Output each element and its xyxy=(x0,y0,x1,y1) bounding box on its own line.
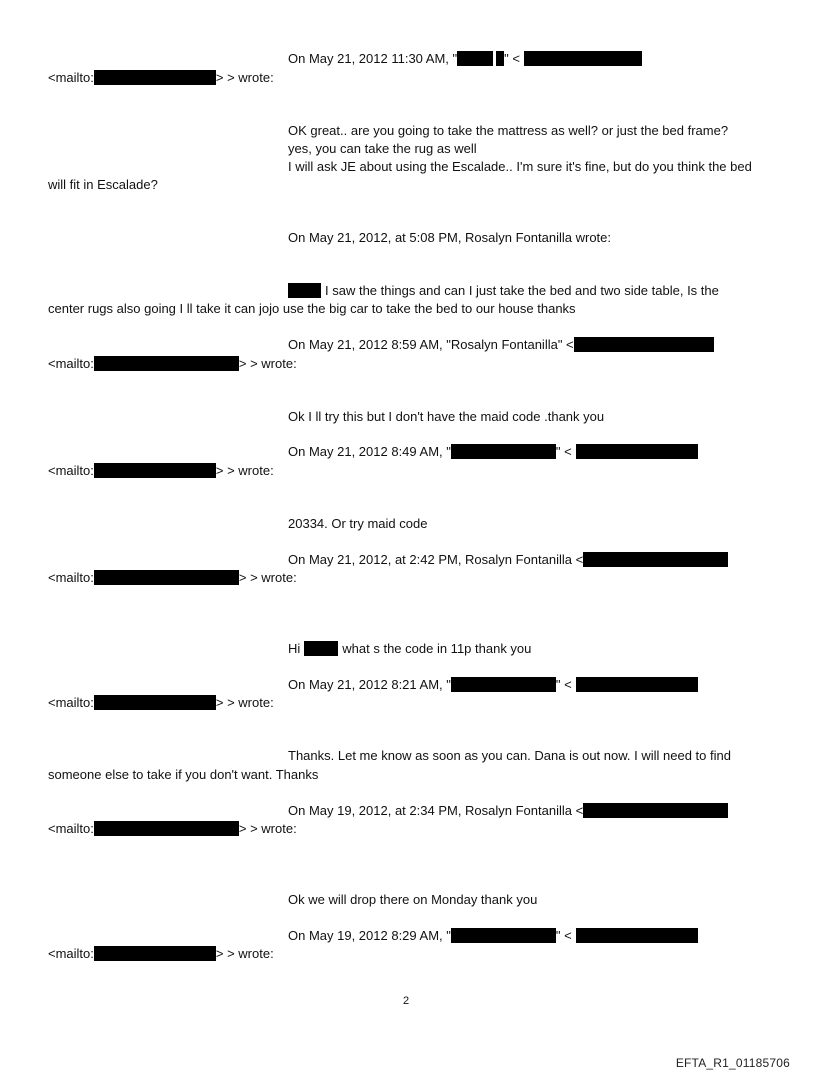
wrote-text: > > wrote: xyxy=(215,946,274,961)
message-body-line: OK great.. are you going to take the mattress as well? or just the bed frame? xyxy=(288,123,729,138)
header-text: On May 21, 2012, at 2:42 PM, Rosalyn Fontanilla < xyxy=(288,552,584,567)
message-body-line xyxy=(288,282,719,299)
redaction-bar xyxy=(576,677,698,692)
mailto-label: <mailto: xyxy=(48,946,94,961)
redaction-bar xyxy=(451,928,556,943)
redaction-bar xyxy=(94,356,239,371)
header-text: " < xyxy=(504,51,520,66)
email-header-line: On May 21, 2012, at 5:08 PM, Rosalyn Fontanilla wrote: xyxy=(288,230,612,245)
wrote-text: > > wrote: xyxy=(215,695,274,710)
header-text: " < xyxy=(555,444,572,459)
wrote-text: > > wrote: xyxy=(238,570,297,585)
redaction-bar xyxy=(457,51,493,66)
message-body-line: yes, you can take the rug as well xyxy=(288,141,477,156)
header-text: On May 19, 2012, at 2:34 PM, Rosalyn Fontanilla < xyxy=(288,803,584,818)
redaction-bar xyxy=(576,928,698,943)
mailto-line xyxy=(48,945,274,962)
message-body-line: center rugs also going I ll take it can jojo use the big car to take the bed to our house thanks xyxy=(48,301,576,316)
mailto-line xyxy=(48,355,297,372)
header-text: " < xyxy=(555,928,572,943)
email-header-line xyxy=(288,50,642,67)
redaction-bar xyxy=(451,444,556,459)
message-body-line: will fit in Escalade? xyxy=(48,177,158,192)
message-body-line: someone else to take if you don't want. Thanks xyxy=(48,767,319,782)
wrote-text: > > wrote: xyxy=(238,356,297,371)
email-header-line xyxy=(288,676,698,693)
redaction-bar xyxy=(576,444,698,459)
mailto-line xyxy=(48,569,297,586)
message-body-line: Ok I ll try this but I don't have the maid code .thank you xyxy=(288,409,605,424)
redaction-bar xyxy=(94,70,216,85)
header-text: On May 19, 2012 8:29 AM, " xyxy=(288,928,451,943)
redaction-bar xyxy=(583,552,728,567)
redaction-bar xyxy=(524,51,642,66)
redaction-bar xyxy=(94,821,239,836)
redaction-bar xyxy=(496,51,504,66)
document-id: EFTA_R1_01185706 xyxy=(675,1056,790,1070)
header-text: " < xyxy=(555,677,572,692)
email-header-line xyxy=(288,336,714,353)
email-header-line xyxy=(288,802,728,819)
mailto-line xyxy=(48,820,297,837)
email-header-line xyxy=(288,443,698,460)
redaction-bar xyxy=(94,463,216,478)
message-body-line: Ok we will drop there on Monday thank you xyxy=(288,892,538,907)
email-header-line xyxy=(288,551,728,568)
header-text: On May 21, 2012 8:21 AM, " xyxy=(288,677,451,692)
redaction-bar xyxy=(94,946,216,961)
body-text: what s the code in 11p thank you xyxy=(342,641,532,656)
mailto-label: <mailto: xyxy=(48,821,94,836)
redaction-bar xyxy=(288,283,321,298)
mailto-line xyxy=(48,462,274,479)
message-body-line xyxy=(288,640,531,657)
wrote-text: > > wrote: xyxy=(215,463,274,478)
wrote-text: > > wrote: xyxy=(215,70,274,85)
message-body-line: Thanks. Let me know as soon as you can. Dana is out now. I will need to find xyxy=(288,748,731,763)
redaction-bar xyxy=(583,803,728,818)
mailto-label: <mailto: xyxy=(48,695,94,710)
page-number: 2 xyxy=(403,995,410,1007)
body-text: I saw the things and can I just take the bed and two side table, Is the xyxy=(325,283,719,298)
mailto-label: <mailto: xyxy=(48,356,94,371)
mailto-label: <mailto: xyxy=(48,570,94,585)
mailto-label: <mailto: xyxy=(48,463,94,478)
message-body-line: I will ask JE about using the Escalade.. I'm sure it's fine, but do you think the bed xyxy=(288,159,752,174)
redaction-bar xyxy=(94,570,239,585)
redaction-bar xyxy=(94,695,216,710)
email-header-line xyxy=(288,927,698,944)
redaction-bar xyxy=(451,677,556,692)
mailto-line xyxy=(48,69,274,86)
wrote-text: > > wrote: xyxy=(238,821,297,836)
header-text: On May 21, 2012 11:30 AM, " xyxy=(288,51,458,66)
body-text: Hi xyxy=(288,641,301,656)
redaction-bar xyxy=(574,337,714,352)
mailto-line xyxy=(48,694,274,711)
header-text: On May 21, 2012 8:59 AM, "Rosalyn Fontanilla" < xyxy=(288,337,574,352)
redaction-bar xyxy=(304,641,338,656)
mailto-label: <mailto: xyxy=(48,70,94,85)
header-text: On May 21, 2012 8:49 AM, " xyxy=(288,444,451,459)
message-body-line: 20334. Or try maid code xyxy=(288,516,428,531)
